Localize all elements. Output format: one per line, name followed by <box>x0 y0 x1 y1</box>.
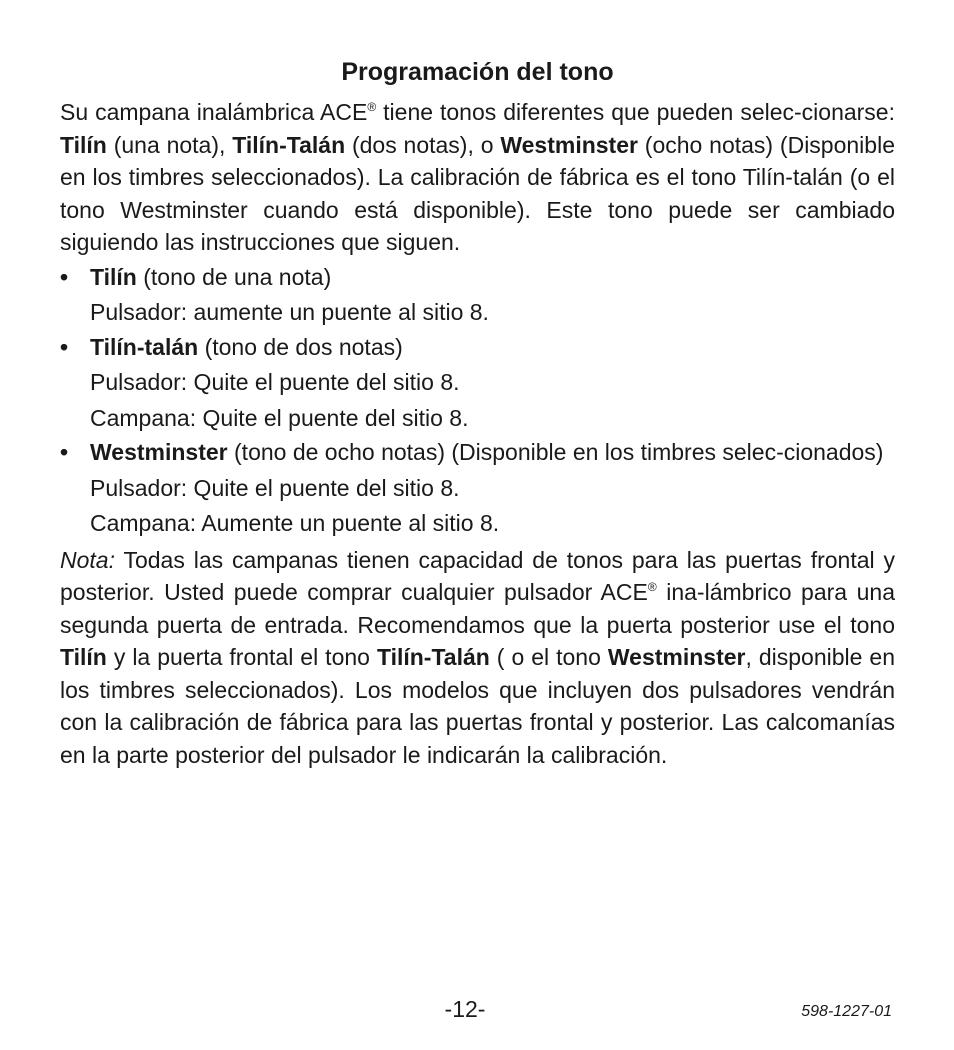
bullet-icon: • <box>60 333 69 360</box>
tone-name-westminster: Westminster <box>500 131 638 158</box>
bullet-tone-desc: (tono de dos notas) <box>198 333 403 360</box>
instruction-line: Pulsador: aumente un puente al sitio 8. <box>90 299 489 325</box>
intro-text: tiene tonos diferentes que pueden selec-cionarse: <box>376 99 895 125</box>
note-text: Todas las campanas tienen capacidad de tonos para las puertas frontal y posterior. Usted puede comprar cualquier pulsador ACE <box>60 546 895 605</box>
bullet-tone-name: Tilín <box>90 263 137 290</box>
tone-name-tilin-talan: Tilín-Talán <box>232 131 346 158</box>
bullet-icon: • <box>60 263 69 290</box>
bullet-tone-name: Westminster <box>90 439 228 465</box>
note-text: ( o el tono <box>489 644 608 670</box>
bullet-item-westminster <box>60 436 895 469</box>
registered-mark: ® <box>647 580 657 594</box>
bullet-item-tilin-talan <box>60 331 895 364</box>
intro-text: Su campana inalámbrica ACE <box>60 99 368 125</box>
registered-mark: ® <box>367 100 377 114</box>
tone-name-tilin: Tilín <box>60 644 107 670</box>
page-number: -12- <box>444 996 486 1022</box>
intro-text: (ocho notas) (Disponible en los timbres seleccionados). La calibración de fábrica es el tono Tilín-talán (o el tono Westminster cuando está disponible). Este tono puede ser cambiado siguiendo las instrucciones que siguen. <box>60 131 895 255</box>
instruction-line: Campana: Quite el puente del sitio 8. <box>90 404 469 431</box>
bullet-tone-name: Tilín-talán <box>90 333 199 360</box>
intro-text: (una nota), <box>106 131 233 158</box>
section-title: Programación del tono <box>341 58 614 86</box>
note-text: , disponible en los timbres seleccionados). Los modelos que incluyen dos pulsadores vendrán con la calibración de fábrica para las puertas frontal y posterior. Las calcomanías en la parte posterior del pulsador le indicarán la calibración. <box>60 644 895 768</box>
bullet-icon: • <box>60 439 69 465</box>
instruction-line: Pulsador: Quite el puente del sitio 8. <box>90 474 460 501</box>
note-text: ina-lámbrico para una segunda puerta de entrada. Recomendamos que la puerta posterior use el tono <box>60 579 895 638</box>
bullet-tone-desc: (tono de ocho notas) (Disponible en los timbres selec-cionados) <box>227 439 884 465</box>
document-code: 598-1227-01 <box>801 1003 892 1020</box>
bullet-tone-desc: (tono de una nota) <box>136 263 332 290</box>
note-paragraph <box>60 544 895 772</box>
tone-name-tilin: Tilín <box>60 131 107 158</box>
bullet-item-tilin <box>60 261 895 294</box>
manual-page <box>60 56 895 771</box>
tone-name-tilin-talan: Tilín-Talán <box>376 644 490 670</box>
instruction-line: Campana: Aumente un puente al sitio 8. <box>90 510 500 536</box>
tone-name-westminster: Westminster <box>607 644 746 670</box>
note-text: y la puerta frontal el tono <box>106 644 377 670</box>
instruction-line: Pulsador: Quite el puente del sitio 8. <box>90 369 460 395</box>
note-label: Nota: <box>60 546 115 573</box>
intro-text: (dos notas), o <box>345 131 501 158</box>
intro-paragraph <box>60 96 895 259</box>
